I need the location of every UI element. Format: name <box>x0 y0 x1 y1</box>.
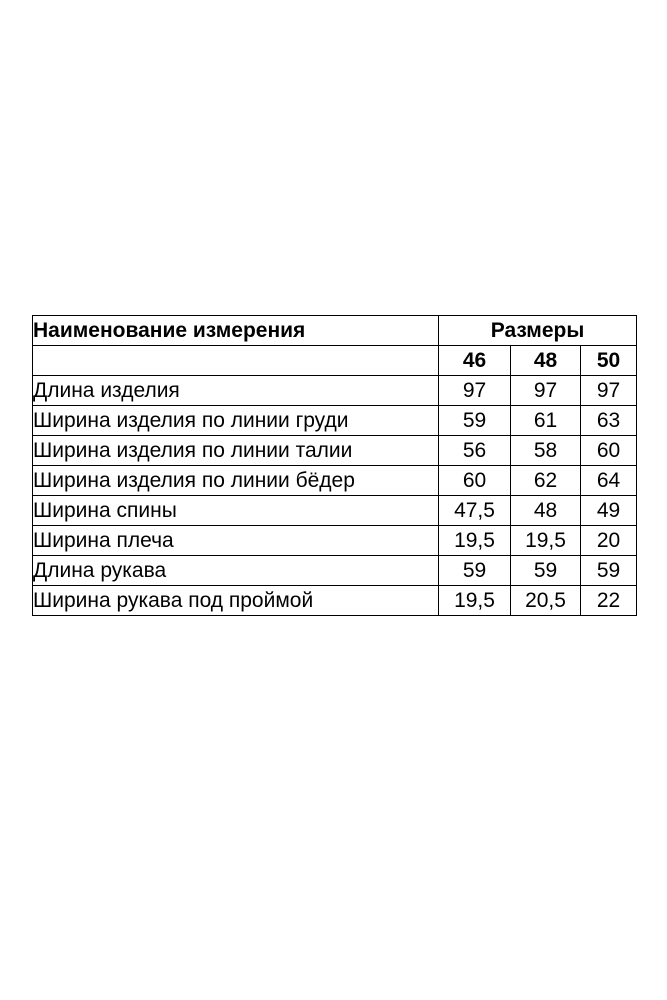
size-50: 50 <box>581 346 637 376</box>
size-chart-body <box>33 316 637 616</box>
table-row <box>33 436 637 466</box>
measurement-value: 47,5 <box>439 496 511 526</box>
measurement-name-header: Наименование измерения <box>33 316 439 346</box>
measurement-value: 19,5 <box>439 526 511 556</box>
measurement-name: Ширина изделия по линии талии <box>33 436 439 466</box>
measurement-value: 64 <box>581 466 637 496</box>
table-row <box>33 406 637 436</box>
header-row <box>33 316 637 346</box>
measurement-value: 59 <box>581 556 637 586</box>
measurement-name: Ширина изделия по линии груди <box>33 406 439 436</box>
measurement-value: 19,5 <box>511 526 581 556</box>
measurement-value: 62 <box>511 466 581 496</box>
measurement-name: Длина изделия <box>33 376 439 406</box>
measurement-value: 19,5 <box>439 586 511 616</box>
size-numbers-row <box>33 346 637 376</box>
table-row <box>33 496 637 526</box>
size-48: 48 <box>511 346 581 376</box>
measurement-name: Длина рукава <box>33 556 439 586</box>
size-46: 46 <box>439 346 511 376</box>
measurement-value: 61 <box>511 406 581 436</box>
measurement-value: 60 <box>581 436 637 466</box>
measurement-name: Ширина спины <box>33 496 439 526</box>
measurement-value: 20,5 <box>511 586 581 616</box>
size-chart-table <box>32 315 637 616</box>
measurement-value: 59 <box>511 556 581 586</box>
table-row <box>33 556 637 586</box>
measurement-value: 56 <box>439 436 511 466</box>
measurement-name: Ширина изделия по линии бёдер <box>33 466 439 496</box>
measurement-name: Ширина рукава под проймой <box>33 586 439 616</box>
measurement-value: 59 <box>439 406 511 436</box>
measurement-value: 97 <box>511 376 581 406</box>
measurement-value: 48 <box>511 496 581 526</box>
table-row <box>33 586 637 616</box>
measurement-value: 97 <box>439 376 511 406</box>
table-row <box>33 526 637 556</box>
measurement-value: 20 <box>581 526 637 556</box>
measurement-value: 60 <box>439 466 511 496</box>
measurement-value: 49 <box>581 496 637 526</box>
measurement-value: 22 <box>581 586 637 616</box>
measurement-value: 63 <box>581 406 637 436</box>
measurement-value: 58 <box>511 436 581 466</box>
table-row <box>33 376 637 406</box>
empty-header-cell <box>33 346 439 376</box>
measurement-name: Ширина плеча <box>33 526 439 556</box>
measurement-value: 59 <box>439 556 511 586</box>
sizes-header: Размеры <box>439 316 637 346</box>
measurement-value: 97 <box>581 376 637 406</box>
table-row <box>33 466 637 496</box>
